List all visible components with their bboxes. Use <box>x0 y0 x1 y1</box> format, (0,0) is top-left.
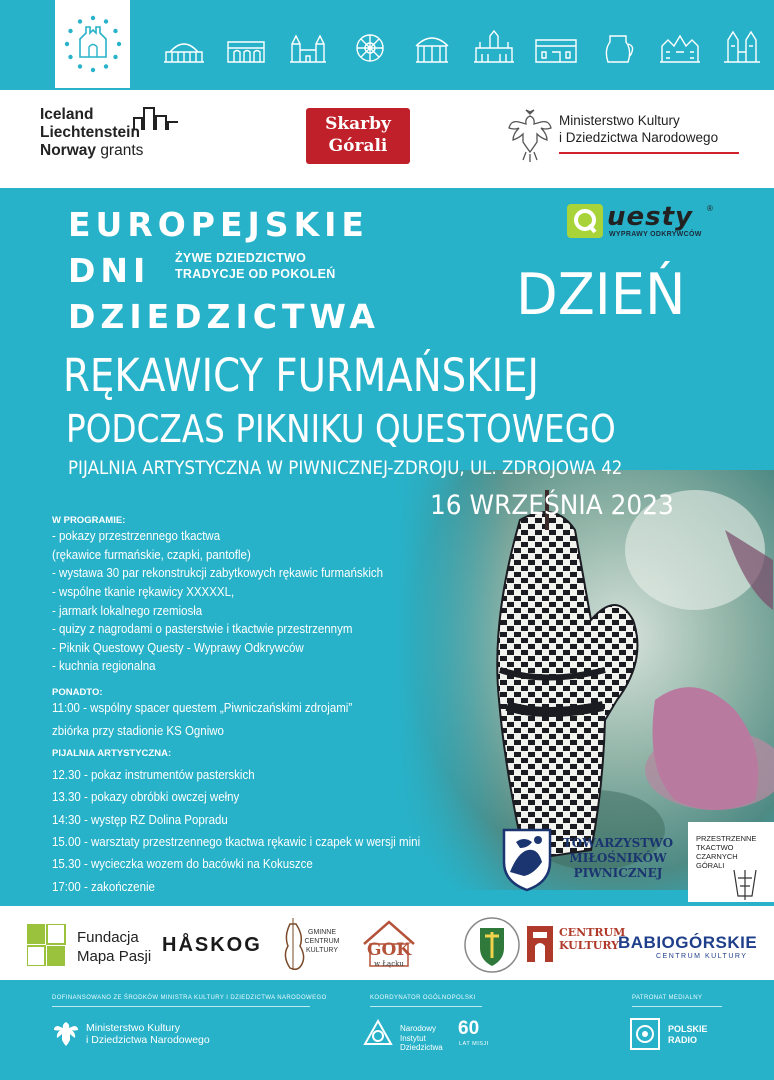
sponsor-norway-grants <box>40 142 143 160</box>
funding-label: DOFINANSOWANO ZE ŚRODKÓW MINISTRA KULTURY I DZIEDZICTWA NARODOWEGO <box>52 995 327 1001</box>
questy-word: uesty <box>607 202 693 232</box>
fundacja-line1: Fundacja <box>77 929 139 946</box>
mapa-pasji-icon <box>27 924 67 966</box>
gok-logo <box>360 918 418 974</box>
coordinator-divider <box>370 1006 482 1007</box>
tmp-line1: TOWARZYSTWO <box>562 836 674 850</box>
event-date: 16 WRZEŚNIA 2023 <box>430 490 674 521</box>
pijalnia-item: 14:30 - występ RZ Dolina Popradu <box>52 813 228 827</box>
tmp-line2: MIŁOŚNIKÓW <box>569 851 667 865</box>
edd-sub-line1: ŻYWE DZIEDZICTWO <box>175 251 307 265</box>
program-item: - jarmark lokalnego rzemiosła <box>52 604 203 618</box>
church-landmark-icon <box>470 28 518 68</box>
program-heading: W PROGRAMIE: <box>52 515 126 526</box>
program-item: (rękawice furmańskie, czapki, pantofle) <box>52 548 251 562</box>
questy-logo <box>567 204 717 240</box>
nid-line2: Instytut <box>400 1033 426 1043</box>
program-item: - quizy z nagrodami o pasterstwie i tkactwie przestrzennym <box>52 622 353 636</box>
pijalnia-heading: PIJALNIA ARTYSTYCZNA: <box>52 748 172 759</box>
event-title-line1: RĘKAWICY FURMAŃSKIEJ <box>63 349 539 402</box>
nid-60-sub: LAT MISJI <box>459 1041 489 1047</box>
ponadto-item: 11:00 - wspólny spacer questem „Piwniczańskimi zdrojami” <box>52 701 353 715</box>
event-title-line2: PODCZAS PIKNIKU QUESTOWEGO <box>66 407 616 451</box>
pr-line1: POLSKIE <box>668 1024 708 1034</box>
nid-line1: Narodowy <box>400 1024 437 1033</box>
questy-q-icon <box>567 204 603 238</box>
ptcg-logo <box>688 822 774 902</box>
centrum-line1: CENTRUM <box>559 926 626 939</box>
program-item: - kuchnia regionalna <box>52 659 156 673</box>
program-item: - wspólne tkanie rękawicy XXXXXL, <box>52 585 235 599</box>
european-heritage-days-logo <box>55 0 130 88</box>
program-item: - wystawa 30 par rekonstrukcji zabytkowych rękawic furmańskich <box>52 566 384 580</box>
footer-ministry-line2: i Dziedzictwa Narodowego <box>86 1034 210 1046</box>
sponsor-band <box>0 90 774 188</box>
jug-landmark-icon <box>594 28 642 68</box>
centrum-kultury-krynica-logo <box>525 922 626 968</box>
sponsor-iceland: Iceland <box>40 106 94 123</box>
fundacja-mapa-pasji <box>77 928 151 986</box>
arcade-landmark-icon <box>222 28 270 68</box>
sponsor-norway: Norway <box>40 142 96 159</box>
top-band <box>0 0 774 90</box>
gck-text: GMINNE CENTRUM KULTURY <box>304 929 340 954</box>
ptcg-line4: GÓRALI <box>696 861 725 870</box>
tmp-line3: PIWNICZNEJ <box>573 866 663 880</box>
landmark-icons-row <box>160 28 774 68</box>
babiogorskie-logo: BABIOGÓRSKIE <box>618 933 758 952</box>
pijalnia-item: 15.00 - warsztaty przestrzennego tkactwa rękawic i czapek w wersji mini <box>52 835 421 849</box>
pijalnia-item: 15.30 - wycieczka wozem do bacówki na Kokuszce <box>52 857 313 871</box>
rosette-landmark-icon <box>346 28 394 68</box>
fundacja-line2: Mapa Pasji <box>77 948 152 965</box>
partners-band <box>0 906 774 980</box>
ptcg-line3: CZARNYCH <box>696 852 738 861</box>
ponadto-item: zbiórka przy stadionie KS Ogniwo <box>52 724 224 738</box>
program-item: - pokazy przestrzennego tkactwa <box>52 529 221 543</box>
footer-eagle-icon <box>52 1018 80 1050</box>
questy-registered: ® <box>707 204 713 213</box>
skarby-line1: Skarby <box>325 114 391 134</box>
municipal-coat-of-arms-icon <box>463 914 521 976</box>
spindle-icon <box>728 866 762 900</box>
ptcg-line1: PRZESTRZENNE <box>696 834 757 843</box>
building-landmark-icon <box>532 28 580 68</box>
babiogorskie-sub: CENTRUM KULTURY <box>656 953 748 960</box>
edd-subtitle <box>175 250 336 282</box>
edd-line2: DNI <box>68 251 151 290</box>
skarby-line2: Górali <box>328 136 388 156</box>
haskog-logo: HÅSKOG <box>162 934 262 956</box>
nid-logo-icon <box>362 1018 394 1050</box>
funding-divider <box>52 1006 310 1007</box>
ponadto-heading: PONADTO: <box>52 687 103 698</box>
pijalnia-item: 12.30 - pokaz instrumentów pasterskich <box>52 768 255 782</box>
ministry-logo <box>505 108 765 168</box>
skarby-gorali-logo <box>306 108 410 164</box>
coordinator-label: KOORDYNATOR OGÓLNOPOLSKI <box>370 995 476 1001</box>
nid-line3: Dziedzictwa <box>400 1043 443 1052</box>
hall-landmark-icon <box>160 28 208 68</box>
gck-logo <box>276 916 344 974</box>
town-hall-landmark-icon <box>656 28 704 68</box>
pavilion-landmark-icon <box>408 28 456 68</box>
ptcg-line2: TKACTWO <box>696 843 734 852</box>
footer-ministry-line1: Ministerstwo Kultury <box>86 1022 180 1034</box>
castle-landmark-icon <box>284 28 332 68</box>
tmp-logo <box>498 818 678 894</box>
star-circle-icon <box>62 13 124 75</box>
ministry-line2: i Dziedzictwa Narodowego <box>559 130 719 145</box>
questy-sub: WYPRAWY ODKRYWCÓW <box>609 231 702 238</box>
media-patron-label: PATRONAT MEDIALNY <box>632 995 703 1001</box>
polish-eagle-icon <box>505 108 555 164</box>
edd-line1: EUROPEJSKIE <box>68 205 369 244</box>
sponsor-liechtenstein: Liechtenstein <box>40 124 140 141</box>
pijalnia-item: 13.30 - pokazy obróbki owczej wełny <box>52 790 240 804</box>
ministry-line1: Ministerstwo Kultury <box>559 113 680 128</box>
eea-grants-mark-icon <box>132 106 180 132</box>
event-venue: PIJALNIA ARTYSTYCZNA W PIWNICZNEJ-ZDROJU, UL. ZDROJOWA 42 <box>68 458 623 479</box>
program-item: - Piknik Questowy Questy - Wyprawy Odkrywców <box>52 641 304 655</box>
centrum-line2: KULTURY <box>559 939 620 952</box>
edd-line3: DZIEDZICTWA <box>68 297 380 336</box>
footer <box>0 980 774 1080</box>
pr-line2: RADIO <box>668 1035 697 1045</box>
towers-landmark-icon <box>718 28 766 68</box>
dzien-heading: DZIEŃ <box>516 262 686 328</box>
building-facade-icon <box>525 924 555 964</box>
sponsor-grants: grants <box>100 142 144 159</box>
gok-sub: w Łącku <box>374 960 404 968</box>
nid-60: 60 <box>458 1018 480 1039</box>
polskie-radio-icon <box>630 1018 660 1050</box>
ministry-red-line <box>559 152 739 154</box>
edd-sub-line2: TRADYCJE OD POKOLEŃ <box>175 267 336 281</box>
gok-text: GOK <box>366 940 412 960</box>
questy-q-badge <box>567 204 603 238</box>
tmp-crest-icon <box>498 822 556 892</box>
pijalnia-item: 17:00 - zakończenie <box>52 880 155 894</box>
media-patron-divider <box>632 1006 722 1007</box>
eea-grants-logo <box>40 106 143 160</box>
